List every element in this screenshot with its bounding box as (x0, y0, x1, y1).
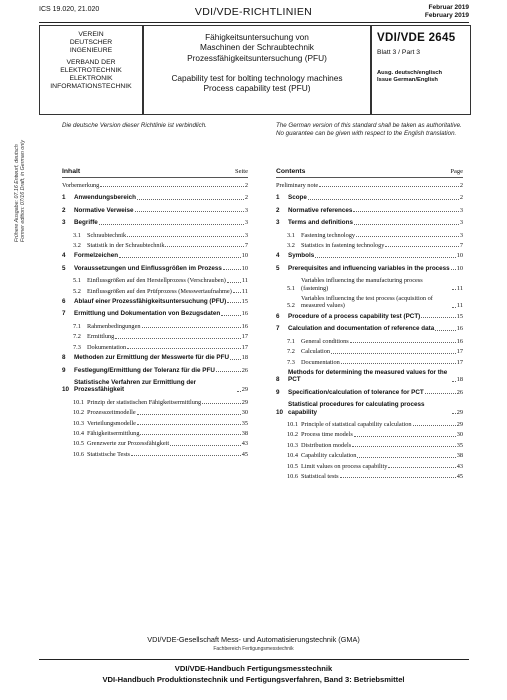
toc-entry-page: 17 (241, 343, 248, 351)
toc-entry (62, 430, 248, 437)
toc-entry (276, 182, 463, 189)
toc-entry (276, 442, 463, 449)
leader-dots (233, 292, 241, 293)
title-german (144, 32, 370, 63)
title-line: Fähigkeitsuntersuchung von (205, 32, 309, 42)
leader-dots (352, 446, 456, 447)
toc-entry (276, 369, 463, 384)
toc-entry-title: Statistik in der Schraubtechnik (87, 242, 165, 250)
toc-entry-title: Statistics in fastening technology (301, 242, 385, 250)
toc-entry (62, 194, 248, 201)
leader-dots (385, 246, 458, 247)
toc-entry (62, 333, 248, 340)
toc-entry-number: 6 (62, 298, 66, 306)
toc-entry (62, 277, 248, 284)
org-line: ELEKTROTECHNIK (60, 67, 122, 75)
toc-page-label: Seite (235, 168, 248, 175)
language-issue (377, 70, 470, 84)
toc-entries (276, 182, 463, 480)
toc-entry-page: 38 (241, 429, 248, 437)
leader-dots (127, 348, 241, 349)
leader-dots (331, 353, 456, 354)
toc-entry-title: Einflussgrößen auf den Herstellprozess (Verschrauben) (87, 277, 226, 285)
toc-entry-title: Statistical tests (301, 472, 339, 480)
toc-entry (276, 207, 463, 214)
toc-entry-title: Calculation (301, 348, 331, 356)
toc-entry-page: 17 (456, 348, 463, 356)
footer-rule (39, 659, 469, 660)
toc-entry (62, 207, 248, 214)
leader-dots (340, 477, 456, 478)
leader-dots (99, 224, 244, 225)
toc-entry-title: Normative Verweise (74, 206, 134, 214)
vde-name (40, 59, 142, 90)
toc-entry (62, 265, 248, 272)
org-line: ELEKTRONIK (69, 74, 113, 82)
toc-entry-page: 26 (456, 388, 463, 396)
toc-entry-title: Process time models (301, 431, 353, 439)
leader-dots (452, 289, 456, 290)
toc-entry-number: 10 (276, 408, 284, 416)
toc-entry-page: 45 (241, 450, 248, 458)
toc-entry-title: Scope (288, 194, 307, 202)
toc-entry (62, 288, 248, 295)
leader-dots (413, 425, 456, 426)
leader-dots (315, 257, 455, 258)
former-edition-note (14, 140, 27, 242)
leader-dots (170, 445, 241, 446)
toc-entry-number: 3.2 (73, 242, 81, 250)
toc-entry-number: 2 (62, 206, 66, 214)
title-line: Capability test for bolting technology machines (171, 72, 343, 83)
org-line: DEUTSCHER (69, 38, 113, 46)
toc-entry-number: 9 (62, 366, 66, 374)
toc-entry (62, 367, 248, 374)
leader-dots (435, 330, 455, 331)
toc-entry (62, 298, 248, 305)
toc-entry-page: 3 (244, 206, 248, 214)
toc-entry-page: 43 (241, 440, 248, 448)
toc-entry (62, 354, 248, 361)
toc-entry-number: 8 (62, 354, 66, 362)
leader-dots (452, 413, 456, 414)
leader-dots (354, 436, 456, 437)
toc-entry-page: 3 (459, 219, 463, 227)
leader-dots (227, 282, 241, 283)
toc-entry (62, 440, 248, 447)
toc-entry (276, 421, 463, 428)
toc-entry (276, 348, 463, 355)
toc-entry-page: 2 (244, 182, 248, 189)
toc-entry-number: 3 (62, 219, 66, 227)
toc-entry (276, 265, 463, 272)
toc-entry (62, 310, 248, 317)
standard-box (371, 25, 471, 115)
leader-dots (137, 424, 241, 425)
toc-entry-number: 3.1 (73, 231, 81, 239)
leader-dots (452, 307, 456, 308)
toc-entry-page: 15 (456, 312, 463, 320)
toc-entry-page: 29 (456, 408, 463, 416)
toc-entry-title: Fastening technology (301, 231, 356, 239)
toc-entry-page: 17 (456, 358, 463, 366)
toc-entry-page: 17 (241, 333, 248, 341)
toc-entry-title: Symbols (288, 252, 315, 260)
toc-entry-page: 7 (459, 242, 463, 250)
toc-entry-page: 11 (456, 284, 463, 292)
toc-entry-number: 10.5 (287, 462, 299, 470)
leader-dots (137, 199, 244, 200)
toc-entry-number: 3 (276, 219, 280, 227)
toc-entry-number: 7.1 (287, 337, 295, 345)
leader-dots (221, 315, 240, 316)
toc-entry (62, 232, 248, 239)
toc-entry (276, 431, 463, 438)
leader-dots (131, 455, 241, 456)
leader-dots (127, 236, 244, 237)
language-de: Ausg. deutsch/englisch (377, 70, 443, 76)
toc-entry-page: 10 (456, 252, 463, 260)
handbook-line-1: VDI/VDE-Handbuch Fertigungsmesstechnik (174, 664, 333, 673)
leader-dots (237, 391, 241, 392)
toc-entry (276, 473, 463, 480)
leader-dots (308, 199, 459, 200)
toc-entry (62, 399, 248, 406)
toc-entry-number: 7.2 (73, 333, 81, 341)
toc-entry-title: Variables influencing the test process (acquisition of measured values) (301, 295, 433, 310)
toc-entry (276, 452, 463, 459)
header-rule (39, 22, 469, 23)
toc-entry-title: Statistische Verfahren zur Ermittlung der Prozessfähigkeit (74, 378, 197, 394)
toc-entry (276, 277, 463, 292)
toc-entry-title: Formelzeichen (74, 252, 119, 260)
leader-dots (357, 457, 455, 458)
toc-entry-title: Variables influencing the manufacturing process (fastening) (301, 277, 423, 292)
toc-entry-title: Voraussetzungen und Einflussgrößen im Prozess (74, 264, 222, 272)
leader-dots (202, 403, 241, 404)
toc-entry (276, 338, 463, 345)
leader-dots (452, 381, 456, 382)
toc-entry-title: Capability calculation (301, 452, 357, 460)
leader-dots (388, 467, 455, 468)
toc-entry-number: 4 (62, 252, 66, 260)
toc-entry-number: 10.5 (73, 440, 85, 448)
toc-entry-page: 3 (244, 219, 248, 227)
toc-entry-title: Prinzip der statistischen Fähigkeitsermittlung (87, 398, 202, 406)
toc-heading: Contents (276, 168, 306, 175)
issue-date (425, 4, 469, 20)
toc-entry-page: 43 (456, 462, 463, 470)
toc-entry (276, 252, 463, 259)
toc-entry-page: 11 (241, 287, 248, 295)
leader-dots (115, 338, 240, 339)
division-name: Fachbereich Fertigungsmesstechnik (213, 646, 294, 652)
toc-entry-number: 7.2 (287, 348, 295, 356)
leader-dots (421, 317, 455, 318)
toc-entry-page: 3 (459, 231, 463, 239)
org-line: INGENIEURE (69, 46, 113, 54)
toc-entry-title: Einflussgrößen auf den Prüfprozess (Messwertaufnahme) (87, 287, 232, 295)
toc-entry-number: 3.1 (287, 231, 295, 239)
toc-entry-page: 10 (456, 264, 463, 272)
toc-entry-title: Normative references (288, 206, 353, 214)
toc-header (62, 168, 248, 178)
toc-entry (276, 389, 463, 396)
toc-entry-title: Principle of statistical capability calculation (301, 420, 412, 428)
toc-entry-page: 30 (456, 431, 463, 439)
toc-entry-page: 3 (244, 231, 248, 239)
toc-entry-page: 29 (241, 386, 248, 394)
ics-code: ICS 19.020, 21.020 (39, 6, 100, 13)
binding-note-de: Die deutsche Version dieser Richtlinie ist verbindlich. (62, 122, 207, 129)
toc-header (276, 168, 463, 178)
toc-entry-title: Fähigkeitsermittlung (87, 429, 140, 437)
handbook-line-2: VDI-Handbuch Produktionstechnik und Fertigungsverfahren, Band 3: Betriebsmittel (102, 675, 405, 684)
organization-box (39, 25, 143, 115)
toc-entry-page: 2 (459, 194, 463, 202)
toc-entry-page: 15 (241, 298, 248, 306)
leader-dots (354, 224, 459, 225)
toc-entry-page: 16 (241, 322, 248, 330)
toc-entry-page: 16 (456, 325, 463, 333)
toc-entry-number: 10.4 (287, 452, 299, 460)
former-edition-en: Former edition: 07/16 Draft, in German only (20, 140, 27, 243)
toc-entry (62, 379, 248, 394)
toc-entry (276, 242, 463, 249)
toc-entry-page: 11 (456, 302, 463, 310)
toc-entry-page: 29 (241, 398, 248, 406)
leader-dots (230, 359, 241, 360)
toc-entry-number: 10 (62, 386, 70, 394)
toc-entry-title: Specification/calculation of tolerance for PCT (288, 388, 424, 396)
toc-entry-number: 9 (276, 388, 280, 396)
former-edition-de: Frühere Ausgabe: 07.16 Entwurf, deutsch (14, 144, 20, 243)
leader-dots (319, 186, 459, 187)
toc-entry-number: 10.2 (287, 431, 299, 439)
issue-date-de: Februar 2019 (428, 4, 469, 11)
toc-entry-title: Methods for determining the measured values for the PCT (288, 368, 448, 384)
toc-entry (276, 295, 463, 310)
toc-entry-page: 16 (456, 337, 463, 345)
toc-entry-title: General conditions (301, 337, 349, 345)
leader-dots (341, 363, 456, 364)
toc-entry-title: Rahmenbedingungen (87, 322, 141, 330)
toc-entry-title: Ablauf einer Prozessfähigkeitsuntersuchung (PFU) (74, 298, 227, 306)
toc-entry-page: 3 (459, 206, 463, 214)
toc-entry-number: 5.2 (287, 302, 295, 310)
toc-entry-title: Ermittlung (87, 333, 115, 341)
vdi-name (40, 31, 142, 54)
toc-entry-number: 10.2 (73, 409, 85, 417)
toc-entry-number: 7.3 (73, 343, 81, 351)
toc-entry-title: Preliminary note (276, 182, 319, 189)
toc-entry-title: Calculation and documentation of reference data (288, 325, 435, 333)
toc-entry-number: 10.3 (73, 419, 85, 427)
toc-entry-number: 10.1 (73, 398, 85, 406)
toc-entry (276, 325, 463, 332)
toc-entry (62, 219, 248, 226)
title-box (143, 25, 371, 115)
toc-entry-number: 8 (276, 376, 280, 384)
toc-entry-number: 1 (62, 194, 66, 202)
toc-entry-page: 38 (456, 452, 463, 460)
toc-entry-number: 10.1 (287, 420, 299, 428)
binding-note-en: The German version of this standard shall be taken as authoritative. No guarantee can be given with respect to the English translation. (276, 122, 462, 137)
toc-entry (276, 401, 463, 416)
toc-entry-number: 5.1 (287, 284, 295, 292)
toc-entry (276, 232, 463, 239)
title-english (144, 73, 370, 94)
toc-entry-title: Terms and definitions (288, 219, 353, 227)
sheet-label: Blatt 3 / Part 3 (377, 49, 421, 56)
toc-entry-number: 3.2 (287, 242, 295, 250)
toc-entry (62, 323, 248, 330)
toc-entry (276, 463, 463, 470)
leader-dots (223, 269, 241, 270)
toc-german (62, 168, 248, 461)
standard-number: VDI/VDE 2645 (377, 32, 456, 44)
toc-entry-number: 7.3 (287, 358, 295, 366)
toc-entry-title: Documentation (301, 358, 340, 366)
society-name: VDI/VDE-Gesellschaft Mess- und Automatisierungstechnik (GMA) (147, 635, 360, 644)
toc-entry-number: 5.1 (73, 277, 81, 285)
toc-entry-page: 18 (241, 354, 248, 362)
toc-entry-title: Limit values on process capability (301, 462, 388, 470)
toc-entry-number: 10.3 (287, 441, 299, 449)
toc-entry-page: 18 (456, 376, 463, 384)
toc-entry-page: 26 (241, 366, 248, 374)
toc-english (276, 168, 463, 483)
toc-entry-number: 7 (276, 325, 280, 333)
toc-entry-page: 10 (241, 252, 248, 260)
toc-entry (62, 344, 248, 351)
toc-entry (276, 359, 463, 366)
language-en: Issue German/English (377, 77, 438, 83)
leader-dots (135, 211, 244, 212)
toc-entry-page: 35 (456, 441, 463, 449)
toc-entry (276, 313, 463, 320)
toc-entry-number: 5 (276, 264, 280, 272)
title-line: Process capability test (PFU) (203, 83, 311, 94)
toc-entries (62, 182, 248, 458)
toc-entry-number: 5 (62, 264, 66, 272)
toc-entry (276, 219, 463, 226)
toc-entry-title: Schraubtechnik (87, 231, 127, 239)
toc-entry-page: 7 (244, 242, 248, 250)
toc-entry-title: Statistical procedures for calculating process capability (288, 401, 425, 416)
toc-entry-number: 6 (276, 312, 280, 320)
toc-entry-page: 29 (456, 420, 463, 428)
toc-entry-title: Grenzwerte zur Prozessfähigkeit (87, 440, 170, 448)
issue-date-en: February 2019 (424, 12, 469, 19)
toc-entry-page: 35 (241, 419, 248, 427)
toc-entry (62, 242, 248, 249)
toc-entry-page: 45 (456, 472, 463, 480)
org-line: VEREIN (78, 31, 104, 38)
toc-entry (62, 420, 248, 427)
toc-heading: Inhalt (62, 168, 81, 175)
toc-entry-number: 4 (276, 252, 280, 260)
leader-dots (356, 236, 459, 237)
title-line: Prozessfähigkeitsuntersuchung (PFU) (187, 52, 327, 63)
leader-dots (451, 269, 456, 270)
toc-entry-page: 2 (459, 182, 463, 189)
leader-dots (350, 342, 456, 343)
leader-dots (425, 393, 456, 394)
toc-entry-number: 10.4 (73, 429, 85, 437)
toc-entry-number: 5.2 (73, 287, 81, 295)
title-line: Maschinen der Schraubtechnik (200, 42, 314, 53)
leader-dots (227, 302, 241, 303)
toc-entry-page: 11 (241, 277, 248, 285)
toc-entry-title: Vorbemerkung (62, 182, 100, 189)
toc-entry-number: 2 (276, 206, 280, 214)
toc-entry-page: 16 (241, 310, 248, 318)
toc-entry-title: Verteilungsmodelle (87, 419, 136, 427)
leader-dots (165, 246, 243, 247)
toc-page-label: Page (450, 168, 463, 175)
toc-entry-title: Ermittlung und Dokumentation von Bezugsdaten (74, 310, 221, 318)
toc-entry-title: Dokumentation (87, 343, 127, 351)
leader-dots (216, 371, 241, 372)
toc-entry-title: Distribution models (301, 441, 352, 449)
toc-entry-number: 7 (62, 310, 66, 318)
toc-entry-title: Prozesszeitmodelle (87, 409, 136, 417)
leader-dots (140, 434, 240, 435)
toc-entry-title: Begriffe (74, 219, 98, 227)
toc-entry (62, 409, 248, 416)
leader-dots (353, 211, 458, 212)
toc-entry-page: 30 (241, 409, 248, 417)
leader-dots (119, 257, 241, 258)
toc-entry (62, 252, 248, 259)
toc-entry-title: Methoden zur Ermittlung der Messwerte für die PFU (74, 354, 229, 362)
org-line: INFORMATIONSTECHNIK (50, 82, 132, 90)
toc-entry-title: Prerequisites and influencing variables in the process (288, 264, 450, 272)
toc-entry-page: 10 (241, 264, 248, 272)
org-line: VERBAND DER (66, 59, 116, 67)
toc-entry-number: 1 (276, 194, 280, 202)
toc-entry-number: 10.6 (287, 472, 299, 480)
toc-entry-page: 2 (244, 194, 248, 202)
toc-entry-title: Procedure of a process capability test (PCT) (288, 312, 421, 320)
toc-entry-number: 7.1 (73, 322, 81, 330)
toc-entry (62, 451, 248, 458)
toc-entry-title: Statistische Tests (87, 450, 130, 458)
toc-entry (276, 194, 463, 201)
leader-dots (142, 327, 241, 328)
toc-entry-number: 10.6 (73, 450, 85, 458)
toc-entry (62, 182, 248, 189)
toc-entry-title: Festlegung/Ermittlung der Toleranz für die PFU (74, 366, 215, 374)
toc-entry-title: Anwendungsbereich (74, 194, 136, 202)
leader-dots (137, 414, 241, 415)
series-title: VDI/VDE-RICHTLINIEN (194, 6, 313, 18)
leader-dots (100, 186, 244, 187)
